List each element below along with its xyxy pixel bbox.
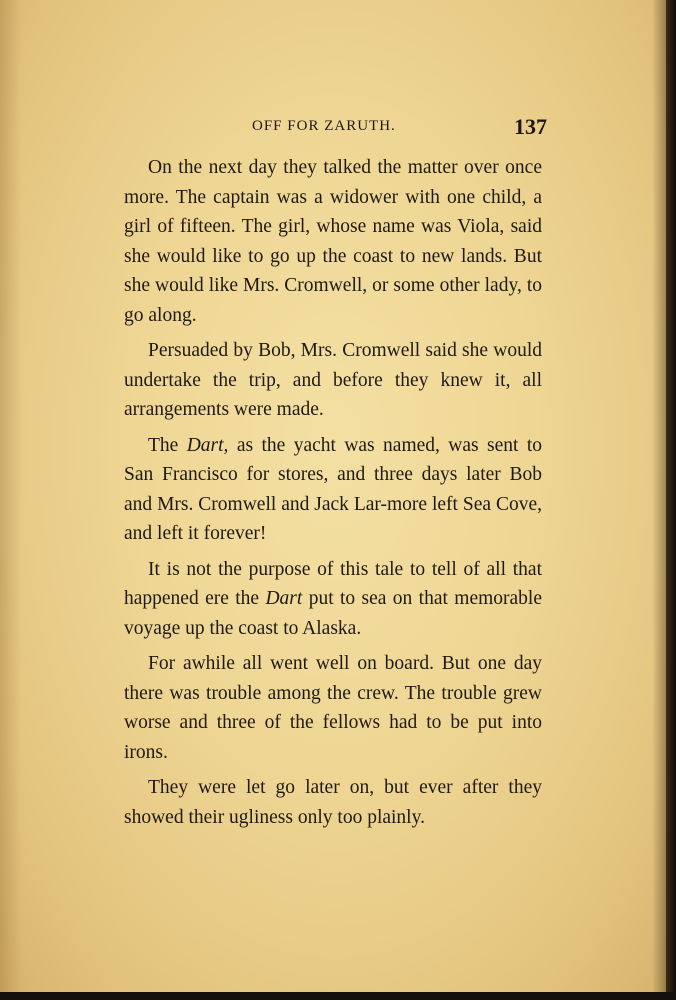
paragraph-4-text-start: It is not the purpose of this tale to tell of all that happened ere the	[124, 558, 542, 609]
paragraph-4	[124, 555, 542, 644]
running-head	[0, 114, 670, 142]
paragraph-1	[124, 153, 542, 330]
paragraph-6-text: They were let go later on, but ever after they showed their ugliness only too plainly.	[124, 777, 542, 828]
ship-name-italic: Dart	[265, 588, 303, 609]
paragraph-2	[124, 336, 542, 425]
book-spine-edge	[666, 0, 676, 1000]
page-number: 137	[514, 114, 547, 139]
body-text	[124, 153, 542, 838]
paragraph-3-text-end: as the yacht was named, was sent to San Francisco for stores, and three days later Bob and Mrs. Cromwell and Jack Lar-more left Sea Cove, and left it forever!	[124, 434, 542, 544]
chapter-running-title: OFF FOR ZARUTH.	[252, 118, 396, 134]
paragraph-1-text: On the next day they talked the matter over once more. The captain was a widower with one child, a girl of fifteen. The girl, whose name was Viola, said she would like to go up the coast to new lands. But she would like Mrs. Cromwell, or some other lady, to go along.	[124, 157, 542, 326]
paragraph-2-text: Persuaded by Bob, Mrs. Cromwell said she would undertake the trip, and before they knew it, all arrangements were made.	[124, 340, 542, 420]
paragraph-4-text-end: put to sea on that memorable voyage up the coast to Alaska.	[124, 588, 542, 639]
ship-name-italic: Dart,	[186, 434, 229, 456]
paragraph-6	[124, 773, 542, 832]
paragraph-5-text: For awhile all went well on board. But one day there was trouble among the crew. The trouble grew worse and three of the fellows had to be put into irons.	[124, 653, 542, 763]
page-bottom-edge	[0, 992, 676, 1000]
paragraph-5	[124, 649, 542, 767]
paragraph-3-text-start: The	[148, 434, 187, 456]
paragraph-3	[124, 431, 542, 549]
